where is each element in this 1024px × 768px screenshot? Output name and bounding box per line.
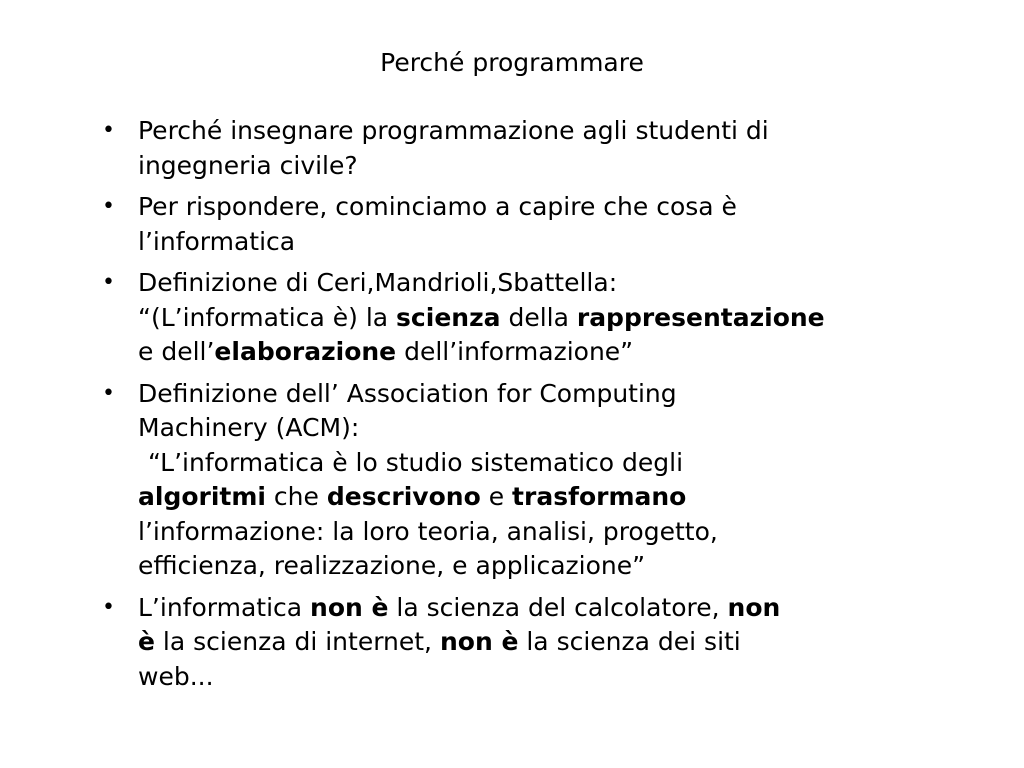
- text-segment: la scienza dei siti: [518, 627, 741, 656]
- bullet-dot-icon: •: [102, 194, 115, 219]
- bold-text: è: [138, 627, 155, 656]
- bullet-item: [100, 377, 920, 584]
- bullet-line: [138, 190, 920, 225]
- bold-text: rappresentazione: [576, 302, 825, 332]
- bold-text: non è: [439, 627, 519, 656]
- bullet-line: [138, 515, 920, 550]
- text-segment: Definizione di Ceri,Mandrioli,Sbattella:: [138, 268, 618, 297]
- bold-text: elaborazione: [214, 337, 397, 366]
- bullet-item: [100, 190, 920, 259]
- text-segment: l’informazione: la loro teoria, analisi, progetto,: [138, 516, 718, 546]
- bullet-list: [100, 114, 920, 701]
- bullet-dot-icon: •: [102, 594, 115, 620]
- bullet-line: [138, 225, 920, 260]
- bullet-line: [138, 660, 920, 695]
- bullet-line: [138, 480, 920, 515]
- bullet-item: [100, 266, 920, 370]
- bold-text: scienza: [396, 302, 501, 332]
- text-segment: “(L’informatica è) la: [138, 302, 397, 332]
- bullet-line: [138, 411, 920, 446]
- text-segment: ingegneria civile?: [138, 150, 358, 180]
- bold-text: non è: [310, 592, 389, 622]
- text-segment: della: [500, 302, 577, 332]
- text-segment: efficienza, realizzazione, e applicazione”: [138, 551, 646, 580]
- text-segment: “L’informatica è lo studio sistematico degli: [148, 447, 684, 477]
- text-segment: la scienza del calcolatore,: [388, 592, 728, 622]
- bold-text: non: [727, 592, 781, 622]
- text-segment: Machinery (ACM):: [138, 413, 360, 442]
- bold-text: trasformano: [512, 482, 687, 511]
- bullet-dot-icon: •: [102, 270, 115, 295]
- bullet-dot-icon: •: [102, 118, 115, 143]
- bullet-line: [138, 591, 920, 626]
- bullet-line: [138, 149, 920, 184]
- text-segment: che: [265, 482, 327, 511]
- text-segment: e: [480, 482, 513, 511]
- bullet-line: [138, 549, 920, 584]
- bullet-item: [100, 591, 920, 695]
- bullet-line: [138, 301, 920, 336]
- text-segment: la scienza di internet,: [154, 627, 440, 656]
- bullet-line: [138, 377, 920, 412]
- slide-title: Perché programmare: [380, 48, 644, 77]
- text-segment: e dell’: [138, 337, 215, 366]
- bold-text: algoritmi: [138, 482, 266, 511]
- text-segment: Per rispondere, cominciamo a capire che cosa è: [138, 192, 737, 221]
- text-segment: Perché insegnare programmazione agli studenti di: [138, 116, 769, 145]
- bullet-line: [138, 446, 920, 481]
- bullet-line: [138, 335, 920, 370]
- bold-text: descrivono: [326, 482, 481, 511]
- text-segment: L’informatica: [138, 592, 311, 622]
- bullet-item: [100, 114, 920, 183]
- bullet-line: [138, 625, 920, 660]
- text-segment: dell’informazione”: [396, 337, 634, 366]
- bullet-line: [138, 114, 920, 149]
- bullet-line: [138, 266, 920, 301]
- text-segment: l’informatica: [138, 226, 296, 256]
- text-segment: Definizione dell’ Association for Computing: [138, 378, 677, 408]
- text-segment: web...: [138, 661, 214, 691]
- bullet-dot-icon: •: [102, 380, 115, 406]
